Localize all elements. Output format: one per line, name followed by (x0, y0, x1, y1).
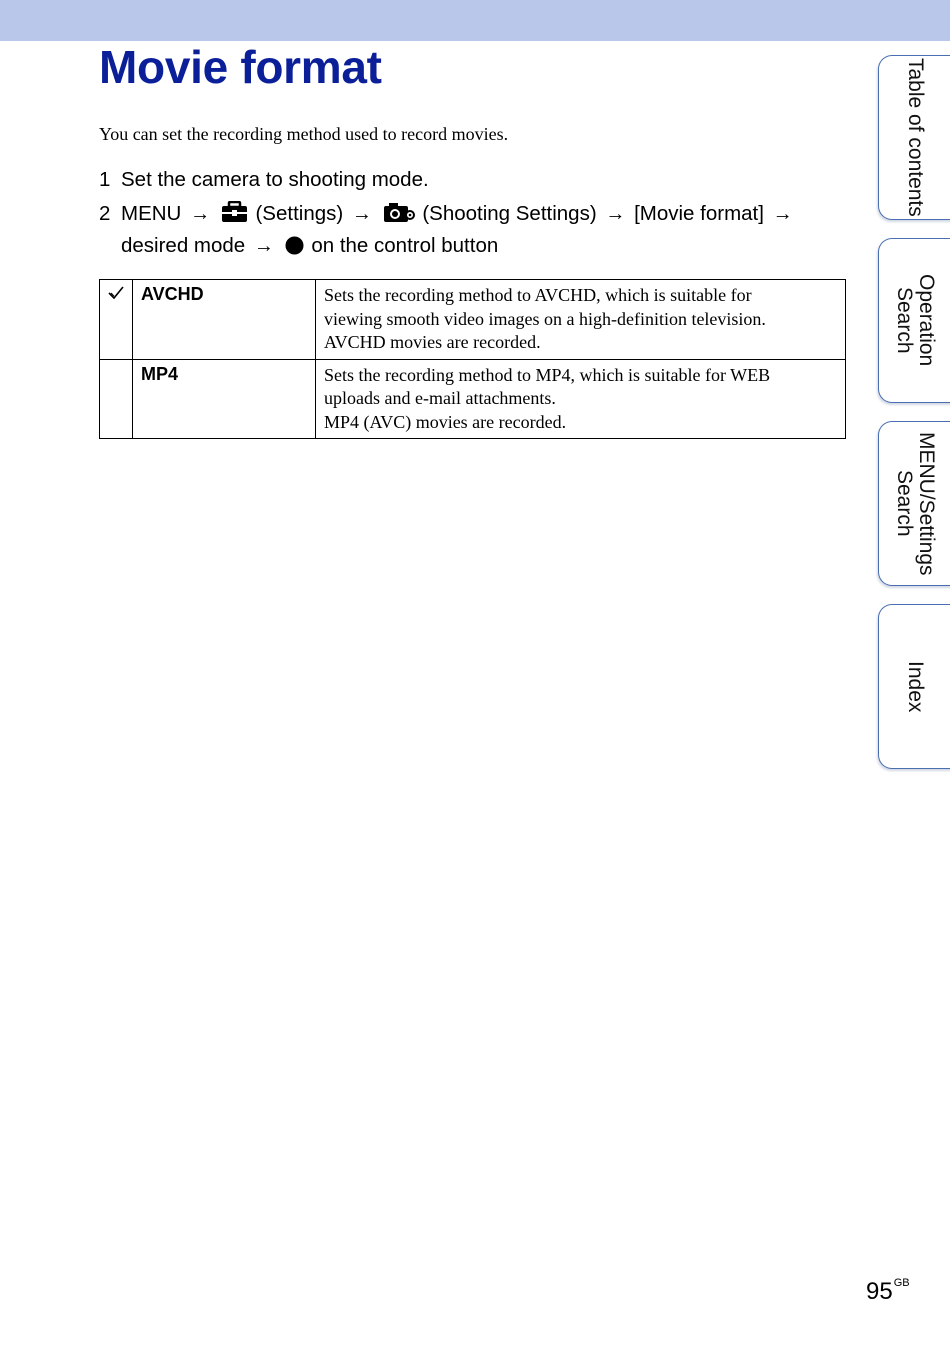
menu-label: MENU (121, 202, 182, 225)
toolbox-icon (221, 201, 248, 231)
page-number-value: 95 (866, 1278, 893, 1305)
tab-label: Operation Search (893, 274, 938, 367)
step-text: Set the camera to shooting mode. (121, 168, 429, 191)
option-name: AVCHD (133, 280, 316, 360)
arrow-right-icon: → (772, 203, 793, 225)
description-line: AVCHD movies are recorded. (324, 332, 541, 352)
tab-label: MENU/Settings Search (893, 431, 938, 576)
description-line: Sets the recording method to MP4, which is suitable for WEB (324, 364, 771, 385)
step-2 (99, 199, 844, 263)
arrow-right-icon: → (253, 235, 274, 257)
description-line: Sets the recording method to AVCHD, which is suitable for (324, 285, 752, 305)
movie-format-label: [Movie format] (634, 202, 764, 225)
arrow-right-icon: → (351, 203, 372, 225)
circle-button-icon (285, 234, 304, 263)
tab-label: Index (904, 660, 927, 713)
tab-operation-search[interactable] (878, 238, 950, 403)
checkmark-icon (108, 286, 124, 305)
tab-table-of-contents[interactable] (878, 55, 950, 220)
page-number-suffix: GB (893, 1277, 910, 1289)
arrow-right-icon: → (605, 203, 626, 225)
page-number (866, 1277, 910, 1306)
step-2-continuation (99, 231, 844, 263)
description-line: viewing smooth video images on a high-definition television. (324, 308, 766, 329)
tab-menu-settings-search[interactable] (878, 421, 950, 586)
camera-settings-icon (383, 201, 415, 231)
option-description (316, 359, 846, 439)
tab-index[interactable] (878, 604, 950, 769)
option-description (316, 280, 846, 360)
header-band (0, 0, 950, 41)
tab-label: Table of contents (904, 58, 927, 217)
arrow-right-icon: → (190, 203, 211, 225)
settings-label: (Settings) (255, 202, 344, 225)
description-line: uploads and e-mail attachments. (324, 388, 556, 408)
desired-mode-label: desired mode (121, 234, 246, 257)
options-table (99, 279, 846, 439)
default-marker-cell (100, 359, 133, 439)
control-button-label: on the control button (311, 234, 499, 257)
step-number: 1 (99, 168, 111, 191)
table-row (100, 359, 846, 439)
option-name: MP4 (133, 359, 316, 439)
default-marker-cell (100, 280, 133, 360)
step-1 (99, 165, 844, 194)
description-line: MP4 (AVC) movies are recorded. (324, 411, 567, 432)
intro-text: You can set the recording method used to record movies. (99, 124, 509, 144)
page-title: Movie format (99, 41, 382, 93)
shooting-settings-label: (Shooting Settings) (422, 202, 597, 225)
table-row (100, 280, 846, 360)
step-number: 2 (99, 202, 111, 225)
